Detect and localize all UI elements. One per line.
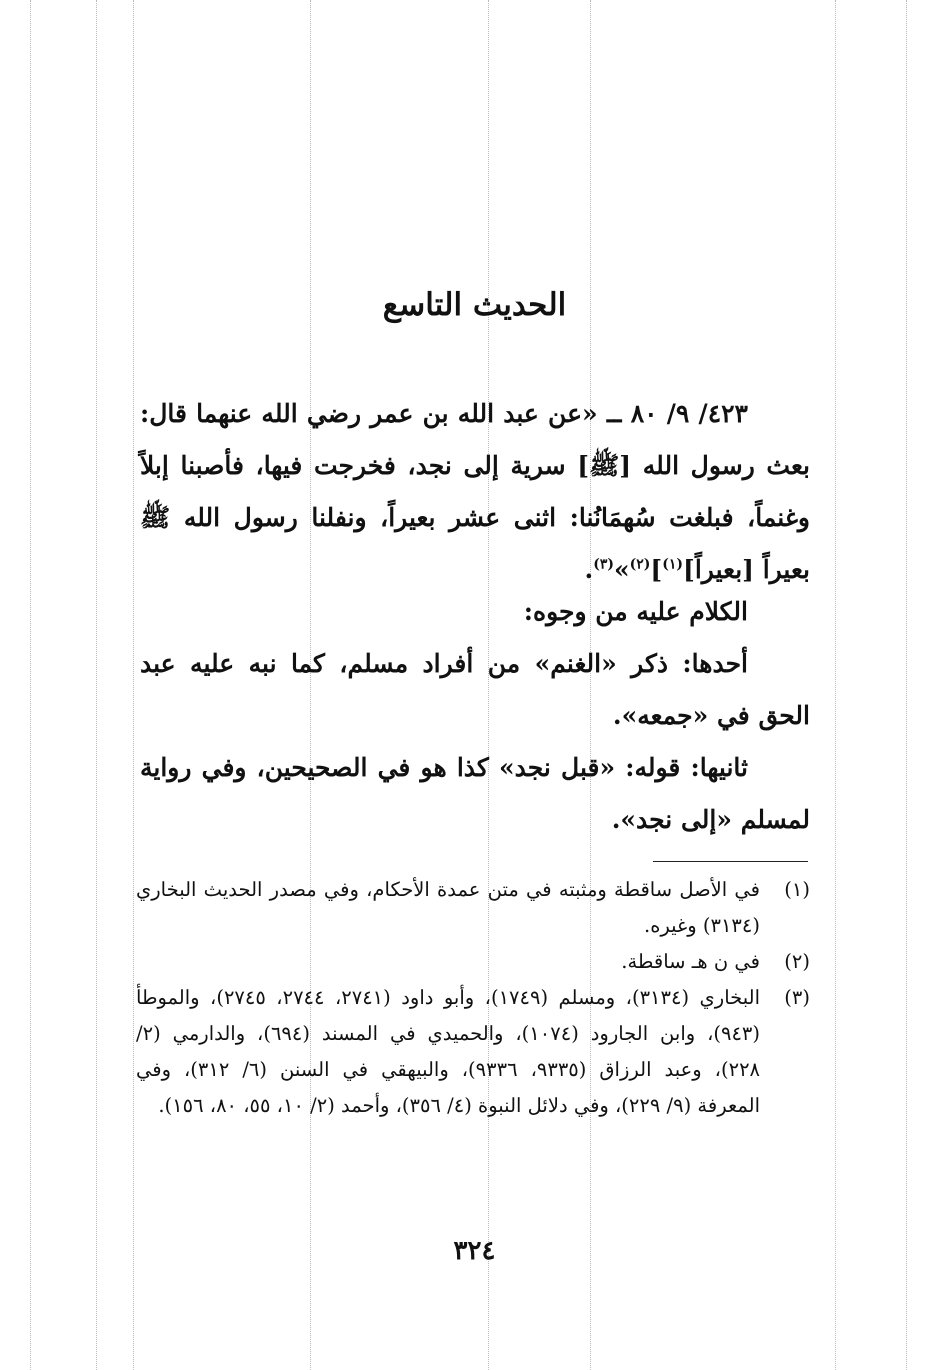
page-number: ٣٢٤ — [453, 1236, 496, 1266]
footnote-number: (٣) — [784, 986, 810, 1009]
footnote-text: البخاري (٣١٣٤)، ومسلم (١٧٤٩)، وأبو داود (٢٧٤١، ٢٧٤٤، ٢٧٤٥)، والموطأ (٩٤٣)، وابن الجارود (١٠٧٤)، والحميدي في المسند (٦٩٤)، والدارمي (٢/ ٢٢٨)، وعبد الرزاق (٩٣٣٥، ٩٣٣٦)، والبيهقي في السنن (٦/ ٣١٢)، وفي المعرفة (٩/ ٢٢٩)، وفي دلائل النبوة (٤/ ٣٥٦)، وأحمد (٢/ ١٠، ٥٥، ٨٠، ١٥٦). — [136, 986, 761, 1117]
footnote-ref-1[interactable]: (١) — [662, 556, 684, 573]
footnote-divider — [653, 861, 808, 862]
commentary-point-2: ثانيها: قوله: «قبل نجد» كذا هو في الصحيحين، وفي رواية لمسلم «إلى نجد». — [140, 753, 810, 834]
footnote-1 — [136, 872, 810, 944]
footnotes — [136, 872, 810, 1124]
footnote-ref-2[interactable]: (٢) — [629, 556, 651, 573]
footnote-number: (٢) — [784, 950, 810, 973]
hadith-text — [140, 388, 810, 596]
chapter-title: الحديث التاسع — [382, 287, 567, 323]
scan-grid-line — [96, 0, 97, 1370]
scan-grid-line — [906, 0, 907, 1370]
scan-grid-line — [133, 0, 134, 1370]
scan-grid-line — [835, 0, 836, 1370]
footnote-3 — [136, 980, 810, 1124]
footnote-text: في ن هـ ساقطة. — [621, 950, 760, 973]
footnote-2 — [136, 944, 810, 980]
footnote-ref-3[interactable]: (٣) — [593, 556, 614, 573]
commentary-point-1: أحدها: ذكر «الغنم» من أفراد مسلم، كما نبه عليه عبد الحق في «جمعه». — [140, 649, 810, 730]
hadith-number: ٤٢٣/ ٩/ ٨٠ ــ — [606, 399, 748, 428]
scan-grid-line — [30, 0, 31, 1370]
hadith-paragraph: ٤٢٣/ ٩/ ٨٠ ــ «عن عبد الله بن عمر رضي الله عنهما قال: بعث رسول الله [ﷺ] سرية إلى نجد، فخرجت فيها، فأصبنا إبلاً وغنماً، فبلغت سُهمَانُنا: اثنى عشر بعيراً، ونفلنا رسول الله ﷺ بعيراً [بعيراً]$^{(١)}$]$^{(٢)}$»$^{(٣)}$. — [140, 399, 810, 584]
commentary — [140, 586, 810, 846]
footnote-text: في الأصل ساقطة ومثبته في متن عمدة الأحكام، وفي مصدر الحديث البخاري (٣١٣٤) وغيره. — [136, 878, 760, 937]
commentary-heading: الكلام عليه من وجوه: — [523, 597, 748, 626]
footnote-number: (١) — [784, 878, 810, 901]
